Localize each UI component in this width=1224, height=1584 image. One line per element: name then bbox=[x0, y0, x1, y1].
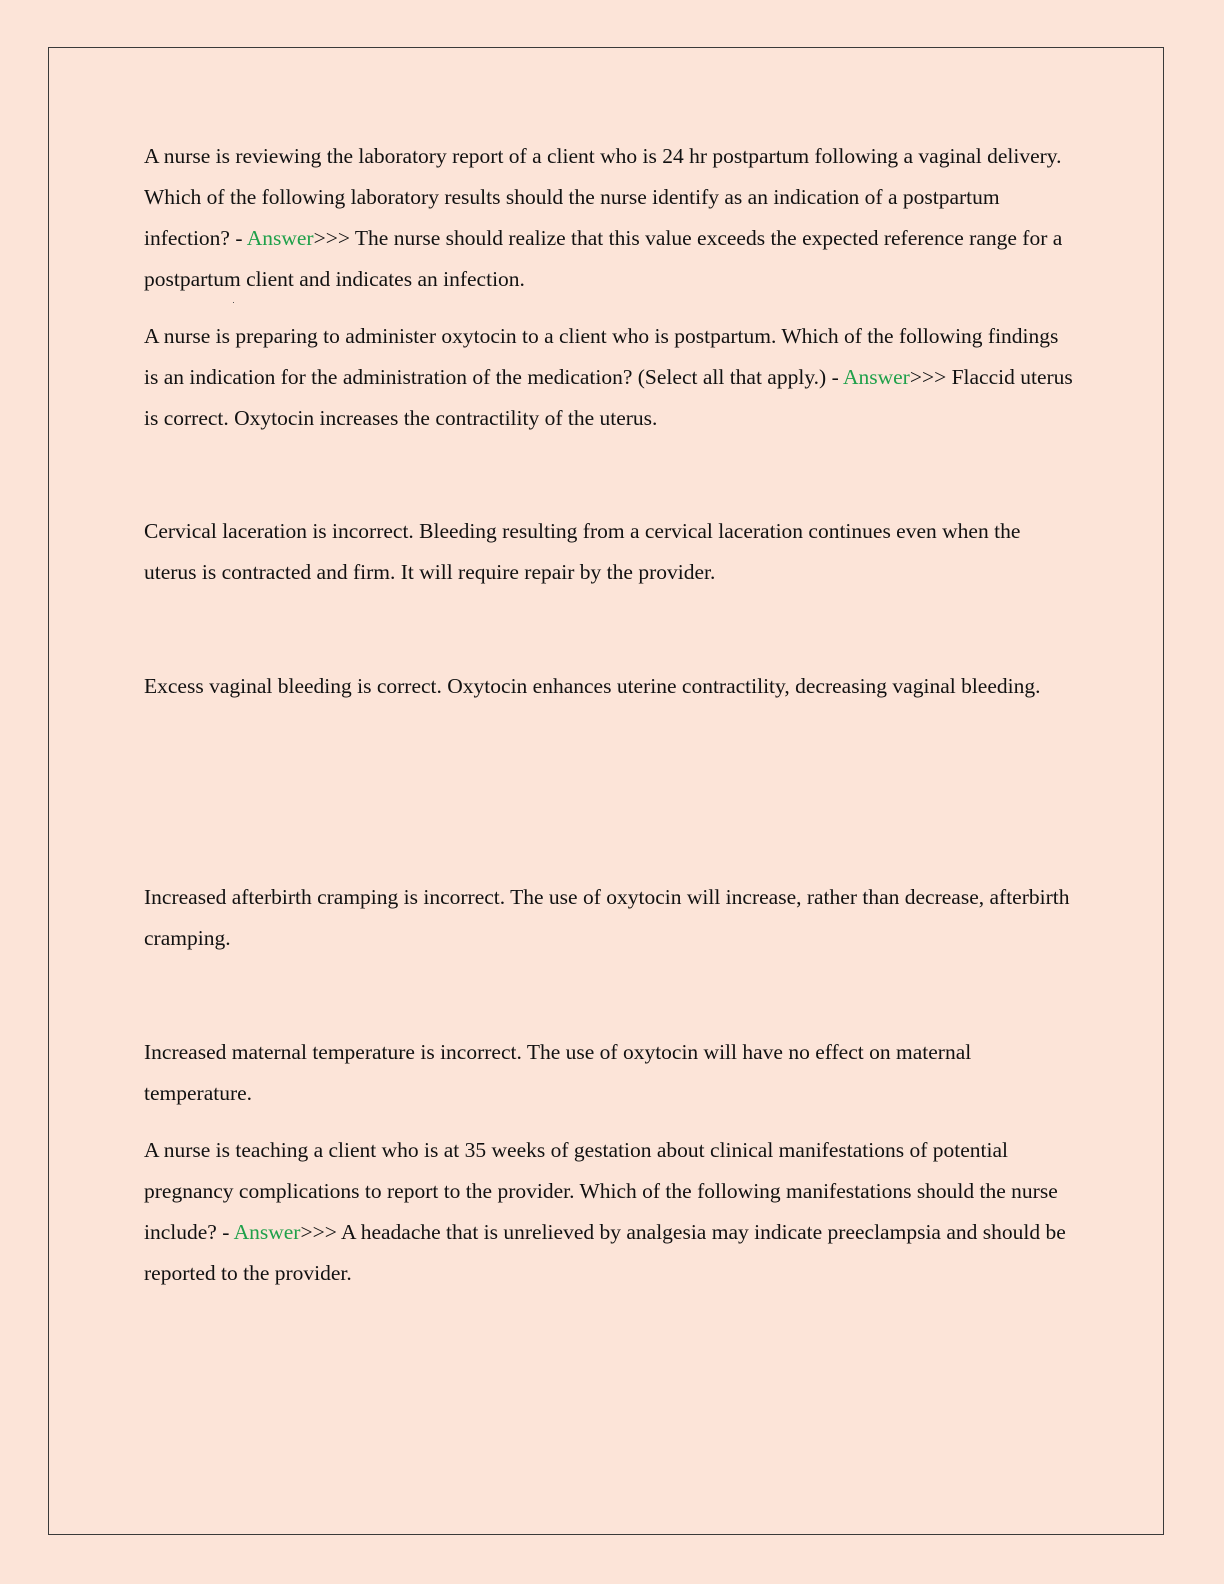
question-2 bbox=[144, 316, 1074, 439]
explanation-afterbirth-cramping: Increased afterbirth cramping is incorrect. The use of oxytocin will increase, rather than decrease, afterbirth cramping. bbox=[144, 885, 1070, 950]
question-3-text: A nurse is teaching a client who is at 35 weeks of gestation about clinical manifestations of potential pregnancy complications to report to the provider. Which of the following manifestations should the nurse include? - bbox=[144, 1138, 1058, 1244]
question-1-answer-text: >>> The nurse should realize that this value exceeds the expected reference range for a postpartum client and indicates an infection. bbox=[144, 226, 1063, 291]
explanation-maternal-temperature: Increased maternal temperature is incorrect. The use of oxytocin will have no effect on maternal temperature. bbox=[144, 1040, 972, 1105]
question-2-answer-text: >>> Flaccid uterus is correct. Oxytocin increases the contractility of the uterus. bbox=[144, 365, 1073, 430]
question-2-text: A nurse is preparing to administer oxytocin to a client who is postpartum. Which of the following findings is an indication for the administration of the medication? (Select all that apply.) - bbox=[144, 324, 1059, 389]
question-1-answer-label: Answer bbox=[246, 226, 314, 250]
question-3 bbox=[144, 1130, 1074, 1294]
question-2-answer-label: Answer bbox=[842, 365, 910, 389]
question-1-text: A nurse is reviewing the laboratory report of a client who is 24 hr postpartum following a vaginal delivery. Which of the following laboratory results should the nurse identify as an indication of a postpartum infection? - bbox=[144, 144, 1062, 250]
question-3-answer-label: Answer bbox=[233, 1220, 301, 1244]
explanation-excess-vaginal-bleeding: Excess vaginal bleeding is correct. Oxytocin enhances uterine contractility, decreasing vaginal bleeding. bbox=[144, 674, 1041, 698]
question-3-answer-text: >>> A headache that is unrelieved by analgesia may indicate preeclampsia and should be reported to the provider. bbox=[144, 1220, 1066, 1285]
explanation-cervical-laceration: Cervical laceration is incorrect. Bleeding resulting from a cervical laceration continues even when the uterus is contracted and firm. It will require repair by the provider. bbox=[144, 519, 1021, 584]
question-1 bbox=[144, 136, 1074, 300]
stray-mark bbox=[233, 302, 234, 303]
